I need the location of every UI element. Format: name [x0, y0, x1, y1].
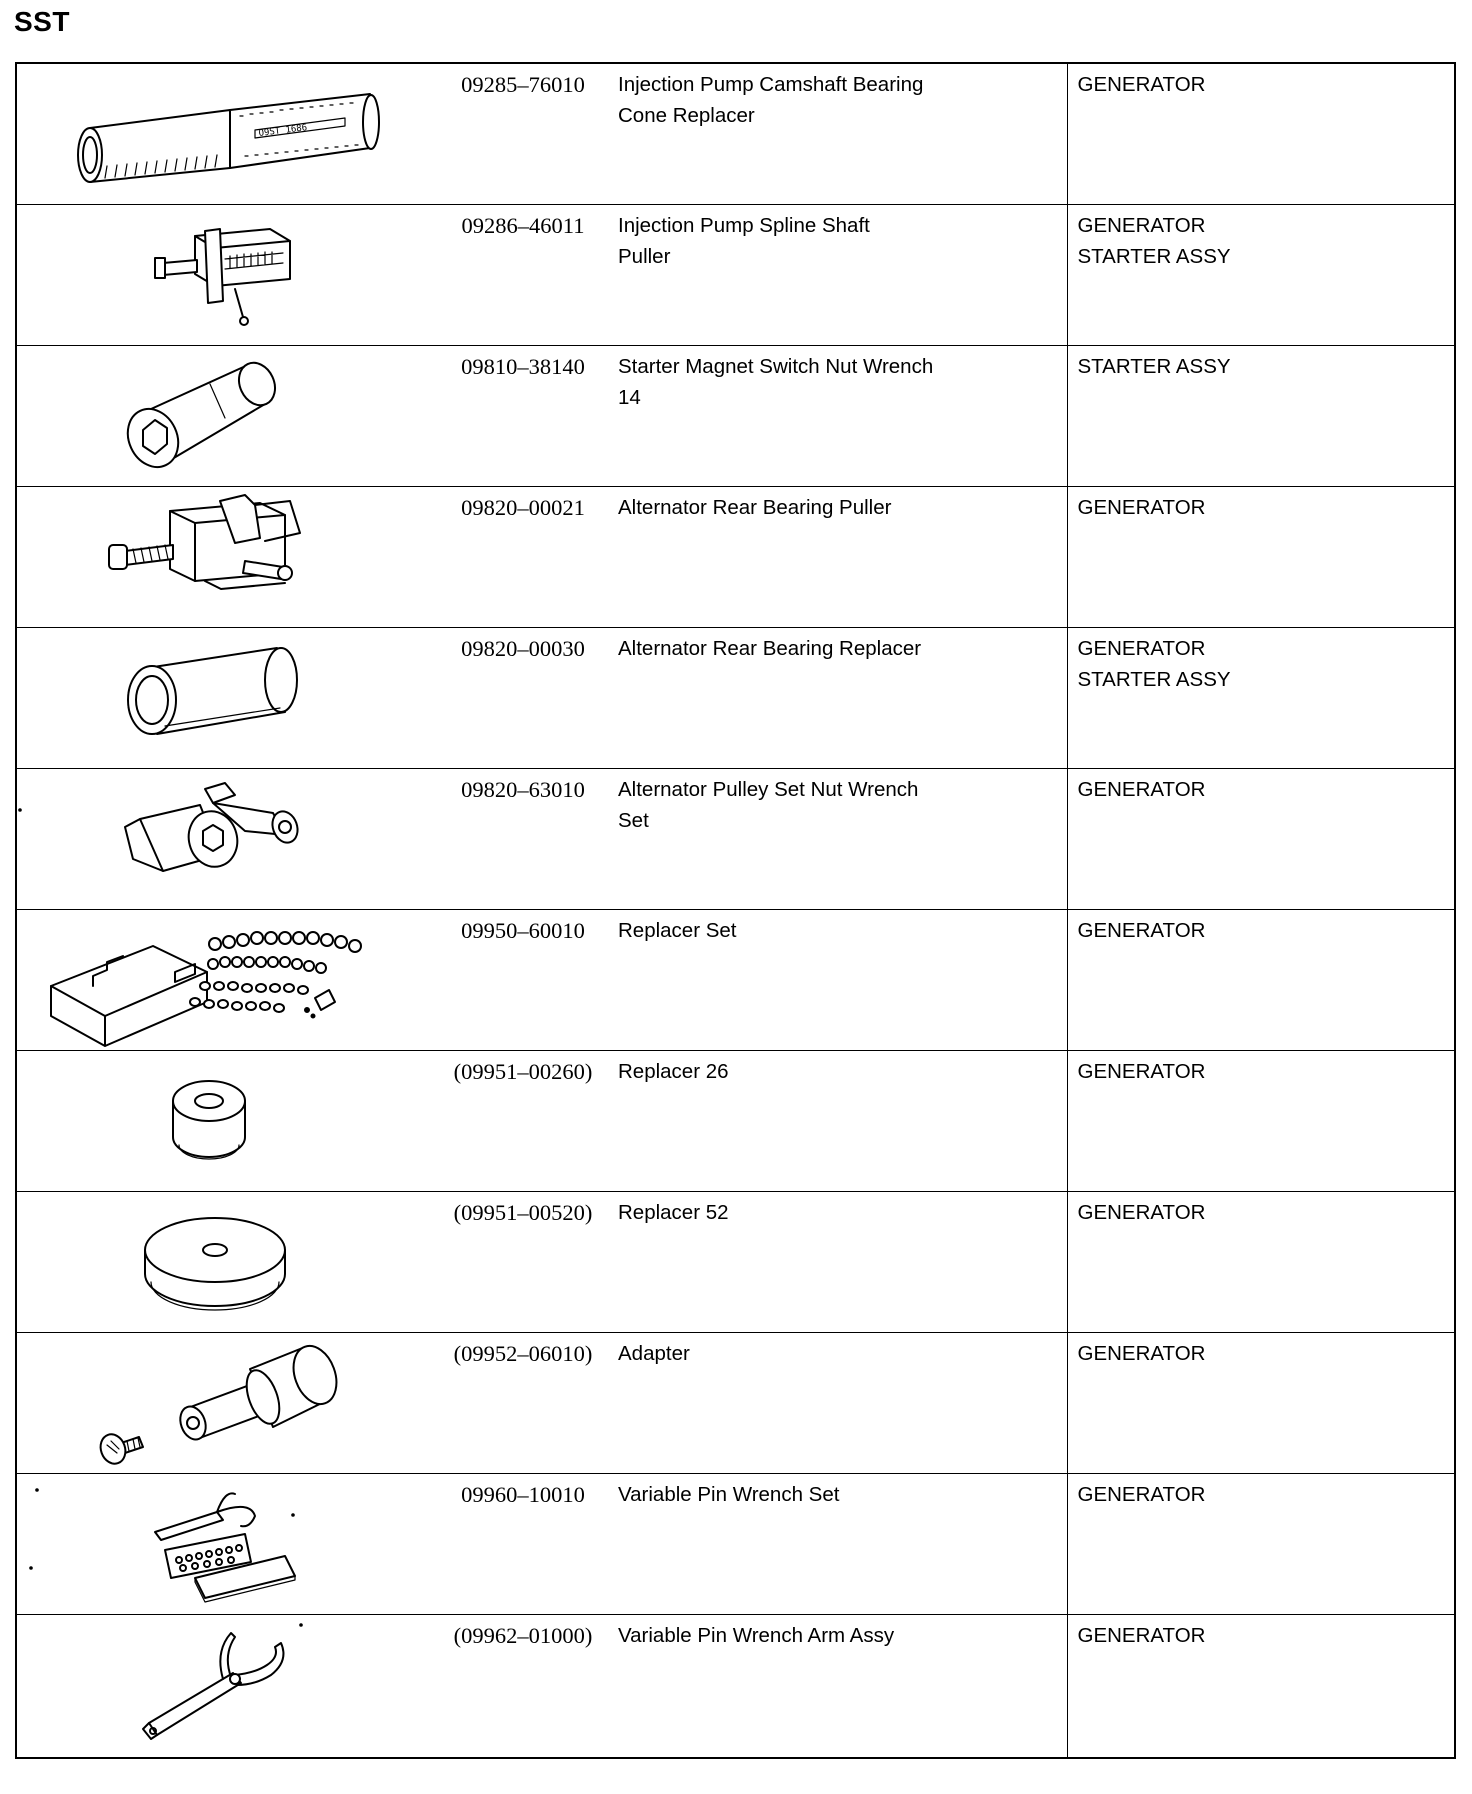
use-item: GENERATOR: [1077, 73, 1206, 96]
uses-cell: [1067, 628, 1455, 769]
use-item: GENERATOR: [1077, 496, 1206, 519]
tool-description: Replacer 52: [618, 1201, 729, 1224]
bearing-replacer-icon: [45, 634, 405, 764]
tool-cell: [16, 346, 1067, 487]
table-row: [16, 628, 1455, 769]
tool-description: Replacer 26: [618, 1060, 729, 1083]
table-row: [16, 1192, 1455, 1333]
uses-cell: [1067, 487, 1455, 628]
uses-cell: [1067, 1051, 1455, 1192]
sst-table: [15, 62, 1456, 1759]
uses-cell: [1067, 63, 1455, 205]
pin-wrench-set-icon: [45, 1480, 405, 1610]
tool-cell: [16, 1474, 1067, 1615]
part-number: 09820–63010: [461, 777, 585, 802]
uses-cell: [1067, 1192, 1455, 1333]
tool-cell: [16, 910, 1067, 1051]
adapter-icon: [45, 1339, 405, 1469]
tool-cell: [16, 63, 1067, 205]
use-item: STARTER ASSY: [1077, 245, 1231, 268]
use-item: STARTER ASSY: [1077, 355, 1231, 378]
tool-cell: [16, 1333, 1067, 1474]
tool-description: Starter Magnet Switch Nut Wrench 14: [618, 355, 934, 409]
tool-stamp: O9ST 1686: [258, 123, 308, 139]
tool-description: Alternator Rear Bearing Replacer: [618, 637, 922, 660]
pin-wrench-arm-icon: [45, 1621, 405, 1751]
part-number: 09950–60010: [461, 918, 585, 943]
uses-cell: [1067, 205, 1455, 346]
table-row: [16, 769, 1455, 910]
table-row: [16, 1333, 1455, 1474]
part-number: 09285–76010: [461, 72, 585, 97]
part-number: 09286–46011: [461, 213, 585, 238]
table-row: [16, 1051, 1455, 1192]
use-item: GENERATOR: [1077, 919, 1206, 942]
tool-cell: [16, 487, 1067, 628]
tool-description: Injection Pump Camshaft Bearing Cone Replacer: [618, 73, 924, 127]
bearing-cone-replacer-icon: [45, 70, 405, 200]
tool-cell: [16, 628, 1067, 769]
tool-cell: [16, 1051, 1067, 1192]
table-row: [16, 1615, 1455, 1759]
table-row: [16, 487, 1455, 628]
table-row: [16, 205, 1455, 346]
bearing-puller-icon: [45, 493, 405, 623]
uses-cell: [1067, 769, 1455, 910]
tool-description: Adapter: [618, 1342, 690, 1365]
part-number: (09962–01000): [453, 1623, 593, 1648]
uses-cell: [1067, 346, 1455, 487]
tool-description: Alternator Pulley Set Nut Wrench Set: [618, 778, 919, 832]
table-row: [16, 346, 1455, 487]
page-title: SST: [14, 6, 70, 37]
pulley-nut-wrench-set-icon: [45, 775, 405, 905]
tool-description: Injection Pump Spline Shaft Puller: [618, 214, 870, 268]
part-number: 09810–38140: [461, 354, 585, 379]
part-number: (09952–06010): [453, 1341, 593, 1366]
socket-wrench-icon: [45, 352, 405, 482]
table-row: [16, 63, 1455, 205]
replacer-52-icon: [45, 1198, 405, 1328]
use-item: STARTER ASSY: [1077, 668, 1231, 691]
uses-cell: [1067, 1333, 1455, 1474]
use-item: GENERATOR: [1077, 1060, 1206, 1083]
use-item: GENERATOR: [1077, 637, 1206, 660]
uses-cell: [1067, 910, 1455, 1051]
table-row: [16, 1474, 1455, 1615]
part-number: (09951–00260): [453, 1059, 593, 1084]
tool-description: Variable Pin Wrench Arm Assy: [618, 1624, 895, 1647]
table-row: [16, 910, 1455, 1051]
part-number: 09960–10010: [461, 1482, 585, 1507]
tool-cell: [16, 1615, 1067, 1759]
uses-cell: [1067, 1474, 1455, 1615]
use-item: GENERATOR: [1077, 778, 1206, 801]
spline-shaft-puller-icon: [45, 211, 405, 341]
use-item: GENERATOR: [1077, 1201, 1206, 1224]
use-item: GENERATOR: [1077, 1624, 1206, 1647]
tool-description: Variable Pin Wrench Set: [618, 1483, 840, 1506]
tool-description: Replacer Set: [618, 919, 737, 942]
tool-cell: [16, 205, 1067, 346]
part-number: (09951–00520): [453, 1200, 593, 1225]
use-item: GENERATOR: [1077, 214, 1206, 237]
uses-cell: [1067, 1615, 1455, 1759]
use-item: GENERATOR: [1077, 1342, 1206, 1365]
part-number: 09820–00030: [461, 636, 585, 661]
use-item: GENERATOR: [1077, 1483, 1206, 1506]
tool-cell: [16, 1192, 1067, 1333]
tool-cell: [16, 769, 1067, 910]
replacer-set-icon: [45, 916, 405, 1046]
part-number: 09820–00021: [461, 495, 585, 520]
tool-description: Alternator Rear Bearing Puller: [618, 496, 892, 519]
replacer-26-icon: [45, 1057, 405, 1187]
